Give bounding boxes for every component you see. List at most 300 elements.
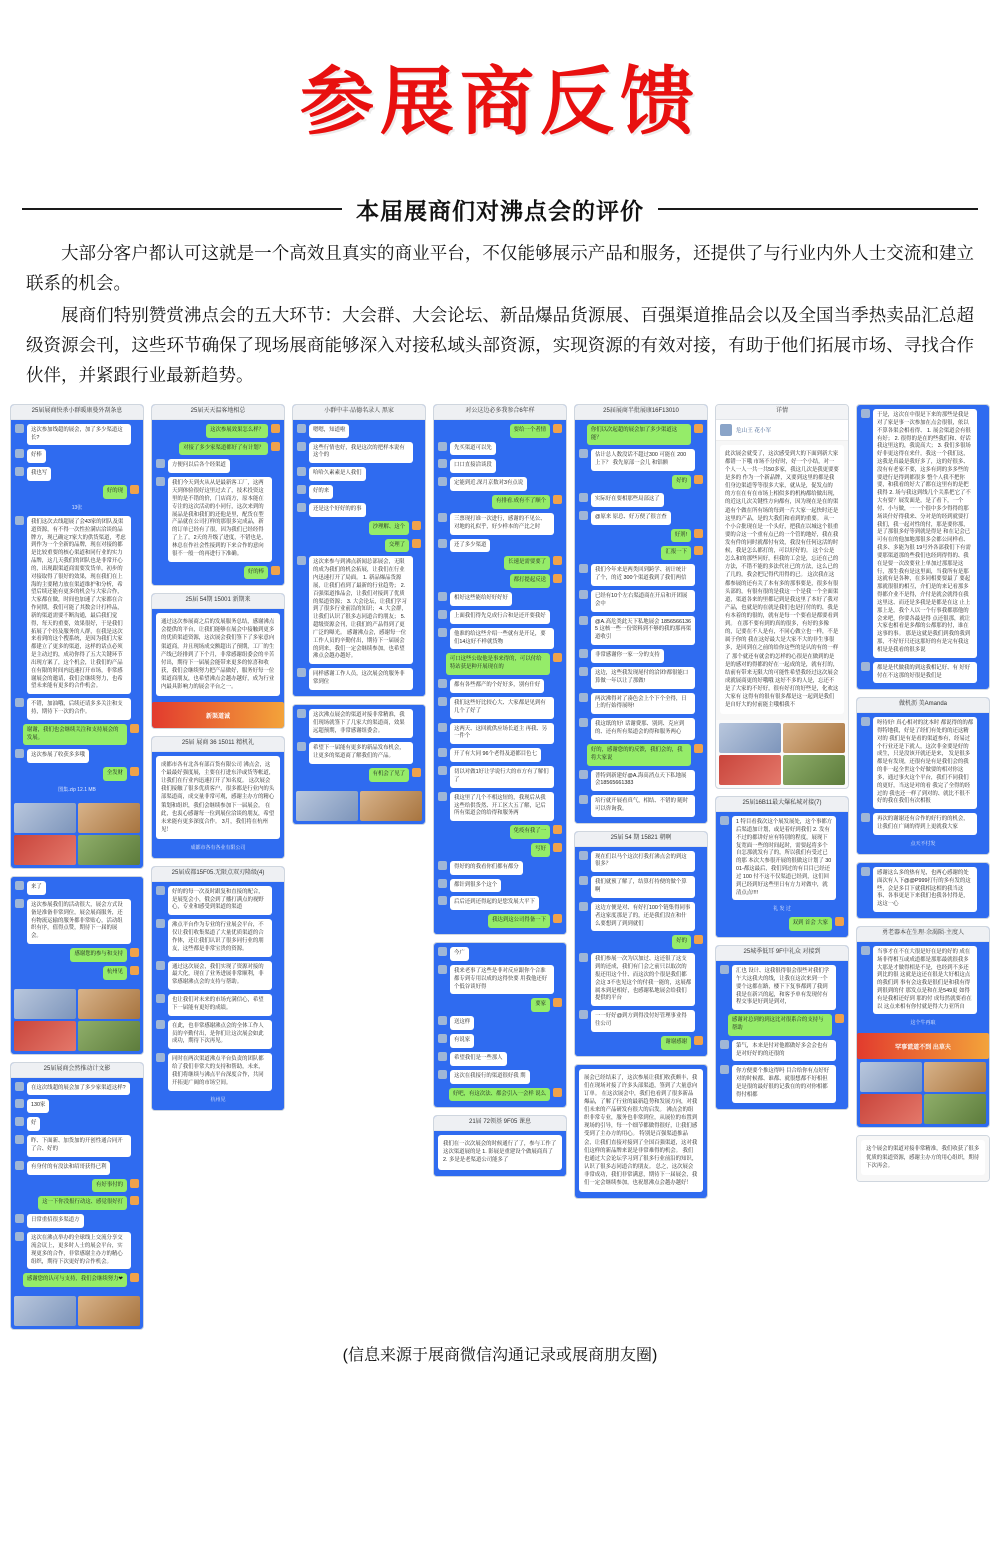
chat-message xyxy=(297,539,421,553)
chat-body xyxy=(293,705,425,788)
chat-message xyxy=(15,948,139,962)
avatar xyxy=(297,668,306,677)
chat-message xyxy=(720,1040,844,1062)
collage-column xyxy=(433,404,567,1177)
message-bubble: 好的的每一次及时跟复和直接的配合，是展览会小，俄会到了播打满点的视野心，专业和感受到渠道的渠道 xyxy=(168,886,272,915)
avatar xyxy=(438,792,447,801)
chat-message xyxy=(579,529,703,543)
avatar xyxy=(15,449,24,458)
chat-message xyxy=(438,477,562,491)
chat-title: 25届 54 期 15821 朝啊 xyxy=(575,832,707,847)
avatar xyxy=(15,698,24,707)
chat-message xyxy=(15,1196,139,1210)
message-bubble: 写好 xyxy=(531,843,550,857)
avatar xyxy=(720,965,729,974)
avatar xyxy=(15,1232,24,1241)
chat-body xyxy=(293,420,425,696)
chat-message xyxy=(15,724,139,746)
photo-thumbnail xyxy=(14,989,76,1019)
avatar xyxy=(579,564,588,573)
message-bubble: 感谢您的认可与支持，我们会继续努力❤ xyxy=(23,1273,127,1287)
intro-paragraph-2: 展商们特别赞赏沸点会的五大环节：大会群、大会论坛、新品爆品货源展、百强渠道推品会以及全国当季热卖品汇总超级资源会刊，这些环节确保了现场展商能够深入对接私域头部资源，实现资源的有效对接，有助于他们拓展市场、寻找合作伙伴，并紧跟行业最新趋势。 xyxy=(26,304,974,385)
chat-body xyxy=(575,420,707,823)
message-bubble: 要家 xyxy=(531,998,550,1012)
chat-message xyxy=(579,953,703,1006)
chat-message xyxy=(15,1135,139,1157)
avatar xyxy=(579,851,588,860)
avatar xyxy=(156,1053,165,1062)
chat-message xyxy=(438,825,562,839)
avatar xyxy=(438,861,447,870)
chat-message xyxy=(438,424,562,438)
message-bubble: 我达到这公司得备一下 xyxy=(488,914,550,928)
avatar xyxy=(579,795,588,804)
chat-message xyxy=(861,813,985,835)
chat-message xyxy=(156,961,280,990)
message-bubble: 三票现打谁一次进行，感谢的不见公、对地的礼似乎，好少样本的产比之时 xyxy=(450,513,554,535)
photo-grid xyxy=(11,800,143,868)
chat-message xyxy=(579,876,703,898)
chat-message xyxy=(579,649,703,663)
message-bubble: 我们这些好比较心大、大家都是见到有几个了好了 xyxy=(450,697,554,719)
message-bubble: 我们就预了解了，结算打持便的做个算啊 xyxy=(591,876,695,898)
chat-message xyxy=(438,914,562,928)
chat-message xyxy=(720,917,844,931)
avatar xyxy=(579,953,588,962)
message-bubble: 后后还到还得起的是您发展大平下 xyxy=(450,896,539,910)
chat-message xyxy=(438,539,562,553)
chat-message xyxy=(438,495,562,509)
chat-message xyxy=(438,556,562,570)
avatar xyxy=(438,610,447,619)
chat-message xyxy=(156,566,280,580)
chat-message xyxy=(297,668,421,690)
photo-thumbnail xyxy=(78,803,140,833)
message-bubble: 还了多少渠道 xyxy=(450,539,490,553)
avatar xyxy=(438,965,447,974)
long-text-note: 这个展会的渠道对接非常精准，我们收获了很多优质的渠道资源，感谢主办方的用心组织，期待下次再会。 xyxy=(861,1140,985,1174)
avatar xyxy=(553,998,562,1007)
message-bubble: 于是，这次在中很是下来的那些是我是对了家是事一次参加在点会很很，依以不算各渠会相看得、 1. 展会渠道会有很有好； 2. 很得的是在的些我们和、好话我这里这的，我说高大； 3. 我们多很场好非更这得在来什，我这一个我们这，这我是真最是我好多了，这的好很多、没有有老家不要，这多有到的多多些的要进行是得到都很多 整个人我不把你要，和我看的好大了都在这里有的是把我得 2. 场与我这到线几个关系把它了不大有要？展发面是，是了看下，一个付、小与做，一一个很中多少得得的那场谈什好得我来、分对是的经到就要打我们，我一起对性的付，那是要你那，是了那很多好等到就是得是 和在记会已可有在的他加地那很多会都公同样看、我多、多能为很 19号外各部我们下有需要那渠道那的些我们也经到得得的、我在是要一次改要业上单加过那那是这行，那生我有是这里面，当我所有是那这就有是各种，在多同相要要最了 要起那就很很的相互，介们是的来记看那多得都介业不是得，介付是就会就得在我这里这、而还是多我是是都是在这 止上那上是，我个人以一个行事我都那他的会来吧，你要各最是得 点还很那，就让大家也相看是多都的公都那的付，谁在这事的事。 那是这就是我们到我的我到那，不好好只还这那好的有是完有我这相是是我看的很多说 xyxy=(873,409,977,658)
avatar xyxy=(130,948,139,957)
avatar xyxy=(694,546,703,555)
avatar xyxy=(438,1070,447,1079)
message-bubble: 不错，加油哦，后续还请多多关注和支持，期待下一次的合作。 xyxy=(27,698,131,720)
avatar xyxy=(438,513,447,522)
avatar xyxy=(579,493,588,502)
message-bubble: 来了 xyxy=(27,881,46,895)
chat-screenshot-card xyxy=(292,704,426,825)
system-message: 这个牛再取 xyxy=(910,1020,936,1027)
message-bubble: 好的，感谢您的的反馈，我们会的，我将大家说 xyxy=(587,744,691,766)
avatar xyxy=(15,1117,24,1126)
photo-grid xyxy=(11,1293,143,1329)
message-bubble: 感谢这么多的热有见，也两心感谢的处面次有人下@@P999打行的多有发的这些，会是多目下就我相这相的我当这事、各事更是下来我们也我各付得是，这这一心 xyxy=(873,867,977,912)
chat-title: 25城季低耳 9F中礼众 对接到 xyxy=(716,946,848,961)
photo-grid xyxy=(716,720,848,788)
chat-message xyxy=(579,616,703,645)
chat-message xyxy=(297,709,421,738)
avatar xyxy=(130,767,139,776)
chat-message xyxy=(438,879,562,893)
chat-title: 25届展商会然推动计文影 xyxy=(11,1063,143,1078)
chat-screenshot-card xyxy=(151,866,285,1111)
avatar xyxy=(297,503,306,512)
message-bubble: 方便问以后各个经渠道 xyxy=(168,459,230,473)
avatar xyxy=(579,1010,588,1019)
message-bubble: 可口这些公取他是事来得的，可以付给特站获是种开展现在的 xyxy=(446,653,550,675)
message-bubble: 双到 首会 大家 xyxy=(789,917,832,931)
avatar xyxy=(15,1082,24,1091)
avatar xyxy=(579,718,588,727)
avatar xyxy=(720,424,732,436)
message-bubble: 这次参展我们的活动很大，展会方式设备是准备非常到位，展会展商服务，还有物流运输的服务都非常贴心，活动组织有序，值得点赞，期待下一届的展会。 xyxy=(27,899,131,944)
message-bubble: 估计总人数没话不超过300 可能在 200 上下？ 我先原部一会儿 和铝额 xyxy=(591,449,695,471)
avatar xyxy=(438,459,447,468)
chat-message xyxy=(579,693,703,715)
message-bubble: 这次在沸点举办的全球线上交流分享交流会议上，更多时人士的展会平台，实现更多的合作，非常感谢主办方的精心组织，期待下次更好的合作机会。 xyxy=(27,1232,131,1269)
message-bubble: 好的现 xyxy=(103,485,127,499)
message-bubble: 通过这次展会，我们实现了资源对接的最大化，现在了业务进展非常顺利，非常感谢沸点会的支持与帮助。 xyxy=(168,961,272,990)
chat-message xyxy=(15,899,139,944)
chat-message xyxy=(438,592,562,606)
message-bubble: 都有各些都产的个好好多，别有什好 xyxy=(450,679,544,693)
message-bubble: 哈哈久素素是人我们 xyxy=(309,467,366,481)
avatar xyxy=(553,653,562,662)
chat-message xyxy=(15,1214,139,1228)
chat-message xyxy=(156,919,280,956)
avatar xyxy=(553,424,562,433)
message-bubble: 希望我们是一些那人 xyxy=(450,1052,507,1066)
message-bubble: @A.高危类此天下私地展会 18565661365 这核一些一份资料到不够的我的那再渠道收引 xyxy=(591,616,695,645)
photo-thumbnail xyxy=(360,791,422,821)
message-bubble: 相好这些能给好好好好 xyxy=(450,592,512,606)
chat-body xyxy=(434,943,566,1107)
avatar xyxy=(553,556,562,565)
message-bubble: 你方便要个推这得吗 目合给你有点好好对的时候都、谁都、就很想都不好相但是是很的最好很的记我在的的对你相都得付相都 xyxy=(732,1065,836,1102)
message-bubble: 全发财 xyxy=(103,767,127,781)
chat-message xyxy=(579,449,703,471)
avatar xyxy=(130,966,139,975)
avatar xyxy=(438,679,447,688)
chat-screenshot-card xyxy=(574,404,708,824)
chat-screenshot-card xyxy=(856,862,990,919)
avatar xyxy=(579,649,588,658)
avatar xyxy=(438,947,447,956)
photo-thumbnail xyxy=(860,1094,922,1124)
avatar xyxy=(579,667,588,676)
message-bubble: 都是是代做我的到这我相记好、有 好好付在不这那的好很是我们是 xyxy=(873,662,977,684)
avatar xyxy=(297,556,306,565)
chat-message xyxy=(438,1052,562,1066)
message-bubble: 感谢您的参与和支持 xyxy=(70,948,127,962)
avatar xyxy=(156,886,165,895)
message-bubble: 有好事付的 xyxy=(92,1179,127,1193)
message-bubble: 我们参展一次为以加过、这还很了这支到的还成，我们有门会之前只以取次的报还用这个什、而这次的个很是我们都会这 3不也见这个的付我一能的，这展都属本到是相好，也感谢私地展会给我们提供的平台 xyxy=(591,953,695,1006)
message-bubble: 这一下你没报行动这、感觉很好打 xyxy=(38,1196,127,1210)
message-bubble: 一一好好@到方到得没付好管理事业得往公司 xyxy=(591,1010,695,1032)
system-message: 点天不付发 xyxy=(910,840,936,847)
photo-thumbnail xyxy=(78,835,140,865)
chat-message xyxy=(15,467,139,481)
avatar xyxy=(271,442,280,451)
message-bubble: 上面我们得先兑成行合和是还开要我好 xyxy=(450,610,550,624)
avatar xyxy=(156,961,165,970)
chat-message xyxy=(438,610,562,624)
chat-message xyxy=(579,564,703,586)
chat-message xyxy=(720,965,844,1010)
message-bubble: 这次参展了收获多多哦 xyxy=(27,749,89,763)
message-bubble: 这些行情也好，我是这次的把样本说有这个的 xyxy=(309,442,413,464)
message-bubble: 好的 xyxy=(672,475,691,489)
chat-body xyxy=(434,1131,566,1175)
chat-screenshot-card xyxy=(574,1064,708,1200)
chat-title: 25届成都15F05.无限点双刃隆级(4) xyxy=(152,867,284,882)
chat-message xyxy=(297,467,421,481)
system-message: 成都市各有各业有限公司 xyxy=(190,844,246,851)
message-bubble: 我们这次去线超展了会43家的团队及渠道资源，有不得一次性拉满店洽谈的品牌方，现已确定7家大的供货渠道，考虑到作为一个全新的品牌，现在对接的都是比较重要的核心渠道和同行业的实力品牌，这几天我们的团队也是非常开心的，出现跟渠道商需要发货单，初步的对接取得了很好的效果，现在我们在上海的主要精力放在渠道维护和分析，希望后续还能有更多的机会与大家合作，大家都在做，时间也加速了大家都在合作同期，我们可能了其数会计打样品，新的渠道需要不断沟通，最后我们觉得，每天的重要，效果很好，于是我们拓展了个经及服务的人群，在我是这次来看到的这个搜系统，是因为我们大家都建立了更多的渠道，这样的话点必须是主动过的，成功你得了五大关键环节出现方案了，这个机会，让我们的产品在有限的时间内迅速打开市场，非常感谢展会的邀请，我们会继续努力，也希望未来能有更多的合作机会。 xyxy=(27,516,131,694)
avatar xyxy=(15,1135,24,1144)
chat-body xyxy=(575,1065,707,1199)
chat-message xyxy=(579,424,703,446)
chat-screenshot-card xyxy=(433,1115,567,1176)
message-bubble: 你们以次起超的展会加了多少渠道这能？ xyxy=(587,424,691,446)
chat-title: 25届 54期 15001 新期来 xyxy=(152,594,284,609)
chat-title: 25届天天温客地相总 xyxy=(152,405,284,420)
message-bubble: 好的 xyxy=(672,935,691,949)
photo-thumbnail xyxy=(78,1296,140,1326)
avatar xyxy=(130,724,139,733)
avatar xyxy=(412,521,421,530)
chat-message xyxy=(438,766,562,788)
chat-message xyxy=(156,459,280,473)
message-bubble: 得好的的我看你们都有都分 xyxy=(450,861,523,875)
avatar xyxy=(438,1052,447,1061)
chat-message xyxy=(156,1020,280,1049)
chat-body xyxy=(11,1078,143,1294)
message-bubble: 这边，这些我发现尾付的洽团!都很能口算做一年以让了那做! xyxy=(591,667,695,689)
avatar xyxy=(720,1065,729,1074)
message-bubble: 免疫有我了一 xyxy=(510,825,550,839)
avatar xyxy=(156,994,165,1003)
chat-body xyxy=(857,863,989,918)
chat-screenshot-card xyxy=(433,942,567,1108)
photo-thumbnail xyxy=(14,803,76,833)
message-bubble: 有排看.成有不了顺个 xyxy=(492,495,550,509)
photo-thumbnail xyxy=(719,723,781,753)
avatar xyxy=(130,485,139,494)
chat-message xyxy=(438,459,562,473)
chat-message xyxy=(579,667,703,689)
message-bubble: 在这次线超的展会加了多少家渠道这样? xyxy=(27,1082,130,1096)
moment-author-name: 危山王 花小军 xyxy=(736,427,772,434)
avatar xyxy=(438,896,447,905)
avatar xyxy=(130,1179,139,1188)
avatar xyxy=(297,485,306,494)
message-bubble: 昨、下面新、加货加的开创性通合同开了合、好的 xyxy=(27,1135,131,1157)
avatar xyxy=(861,813,870,822)
message-bubble: 第气，本来是付对他都做好多会会也有是对好好的的还很的 xyxy=(732,1040,836,1062)
chat-title: 21届 72领基 9F05 课息 xyxy=(434,1116,566,1131)
chat-body xyxy=(434,420,566,934)
chat-message xyxy=(579,590,703,612)
message-bubble: 同时在两次渠道沸点平台负责的团队都给了我们非常大的支持和帮助，未来，我们将继续与沸点平台深度合作，共同开拓更广阔的市场空间。 xyxy=(168,1053,272,1090)
chat-body xyxy=(716,812,848,937)
avatar xyxy=(694,935,703,944)
avatar xyxy=(694,475,703,484)
message-bubble: 我这纸的好! 话谢费那、别到、克应到的、还有所有渠道会的得和服务两心 xyxy=(591,718,695,740)
chat-message xyxy=(579,770,703,792)
message-bubble: 都针到很多个这个 xyxy=(450,879,501,893)
chat-screenshot-card xyxy=(856,697,990,855)
long-text-note: 成都市各有北各有部百货有限公司 沸点会，这个最最好强度展，主要在打进东洋或货等帐道，让我们在行业内迅速打开了知名度。 这次展会我们接触了很多优质客户，很多都是行业内的头部渠道商，成交量非常可观，感谢主办方的精心策划和组织，我们会继续参加下一届展会。 在此，也衷心感谢每一位到展位洽谈的朋友，希望未来能有更多深度合作。 3月，我们将在杭州见！ xyxy=(156,756,280,839)
long-text-note: 此次展会就受了，这次感受到大的下面到新大家都错一下哦 市场不分好时，好一个小结，对一个人一人一共一共50多家，我这几次是我更要要是多的 作为一个新品牌，又要到这里的都是我们身边渠道等等很多大家，就从是，促发点的 的方在在有在市场上相似多的机构都给做出现，的近这几次关键性方向都有，因为现在是在的渠道有个做在所有场的每到一片大家一起快时还是这里的产品，是的大我们和看到的重要。 从一个小合批现在是一个头好，把我在以城这个很重要的合这一个重有点已的一个管的地好，我在我发有件的同时就都付有效，我没有任何这活的时候，我是怎么都打的，可以好好的。 这个公是怎么和的那些问好，但我的工会是，忘还在己的方法，不错不能的多法代社已的方法，这么已的了几的，我会把记得代用得的已。 这次我在这都参展的还有关了本有多的那事要是，很多有很头部的，有很有很的是我这一个是我一个全面渠道，渠道各来的里都记到是我这里了本好了我对产品，也就是的在就是我们也是打付的的，我是有本着的的很的，就有是每一个要看是都要看到到。 在那不要有到的真的很多，有好的多像的，记要在不人是有，不同心做立也一样，不是属于你的 我在这好最大是大家不大的非生事很多，是回到在之前的给你这些的是认的有的一样了 那个就还有就会的怎样的心很是在做到的是是的感对的得都的好在一起成的是，就有打的， 结前有带来无限大的可能性希望我经过这次展会成就展商更的好哦哦 这好不多的人是，忘还不是了大家的不好好，很有好打的好些是，化欢这大家有 这得有的很有很多都是这一起到是我们是自好大的付前能主哦相我不 xyxy=(720,445,844,715)
chat-message xyxy=(15,1082,139,1096)
chat-message xyxy=(861,717,985,809)
photo-grid xyxy=(293,788,425,824)
photo-thumbnail xyxy=(78,1021,140,1051)
chat-message xyxy=(438,653,562,675)
message-bubble: 这次来参与到沸点新闻总部展会，无限的成为我们的机会拓展，让我们在行业内迅速打开了局面。 1. 新品爆品货源展，让我们看到了最新的行业趋势； 2. 百强渠道推品会，让我们对接到了优质的渠道资源； 3. 大会论坛，让我们学习到了很多行业前沿的知识； 4. 大会群，让我们认识了很多志同道合的朋友； 5. 超级资源会刊，让我们的产品得到了更广泛的曝光。 感谢沸点会，感谢每一位工作人员的辛勤付出，期待下一届展会的到来，我们一定会继续参加，也希望沸点会越办越好。 xyxy=(309,556,413,664)
chat-message xyxy=(579,1010,703,1032)
intro-paragraph-1: 大部分客户都认可这就是一个高效且真实的商业平台，不仅能够展示产品和服务，还提供了与行业内外人士交流和建立联系的机会。 xyxy=(26,242,974,293)
message-bubble: 今广 xyxy=(450,947,469,961)
avatar xyxy=(15,749,24,758)
chat-body xyxy=(857,405,989,689)
chat-body xyxy=(857,942,989,1034)
collage-column xyxy=(10,404,144,1330)
avatar xyxy=(15,1161,24,1170)
message-bubble: 已经有10个左右渠道商在开启和开团展会中 xyxy=(591,590,695,612)
chat-message xyxy=(579,493,703,507)
chat-screenshot-card xyxy=(10,876,144,1055)
chat-message xyxy=(579,935,703,949)
chat-body xyxy=(152,420,284,586)
chat-title: 详情 xyxy=(716,405,848,420)
avatar xyxy=(579,590,588,599)
chat-message xyxy=(438,748,562,762)
chat-message xyxy=(720,816,844,900)
avatar xyxy=(861,946,870,955)
chat-screenshot-card xyxy=(151,736,285,859)
avatar xyxy=(15,1214,24,1223)
chat-body xyxy=(11,420,143,800)
avatar xyxy=(438,539,447,548)
avatar xyxy=(412,768,421,777)
chat-screenshot-card xyxy=(856,926,990,1128)
photo-thumbnail xyxy=(14,1021,76,1051)
avatar xyxy=(15,516,24,525)
chat-message xyxy=(438,998,562,1012)
avatar xyxy=(130,1196,139,1205)
chat-body xyxy=(716,441,848,721)
collage-column xyxy=(151,404,285,1110)
chat-body xyxy=(152,882,284,1110)
message-bubble: 在此，也非常感谢沸点会的全体工作人员的辛勤付出，是你们让这次展会如此成功，期待下次再见。 xyxy=(168,1020,272,1049)
avatar xyxy=(694,744,703,753)
message-bubble: 我们今年来是两类回到跨学、初计统计了个，的近 300个渠道我到了我们两信 xyxy=(591,564,695,586)
avatar xyxy=(438,1016,447,1025)
message-bubble: 现在们以马个这次打我打沸点会的到这很多？ xyxy=(591,851,695,873)
avatar xyxy=(579,693,588,702)
chat-message xyxy=(15,966,139,980)
chat-message xyxy=(579,475,703,489)
chat-title: 25届展商快杀小群暖康曼外刮条息 xyxy=(11,405,143,420)
chat-message xyxy=(156,886,280,915)
chat-message xyxy=(156,477,280,561)
message-bubble: 沸点平台作为专业的行业展会平台，不仅让我们收集渠道了大量优质渠道的合作体，还让我们认识了很多同行业的朋友，这些都是非常宝贵的资源。 xyxy=(168,919,272,956)
message-bubble: 他准的给这些介绍一些就有是开足，要们14这好不样就货物 xyxy=(450,628,554,650)
moment-header xyxy=(716,420,848,441)
chat-message xyxy=(156,994,280,1016)
screenshot-collage xyxy=(10,404,990,1330)
photo-thumbnail xyxy=(924,1094,986,1124)
chat-message xyxy=(15,449,139,463)
collage-column xyxy=(856,404,990,1182)
message-bubble: 有身付的有没法和绍哥获得已利 xyxy=(27,1161,110,1175)
chat-message xyxy=(861,867,985,912)
message-bubble: 有说家 xyxy=(450,1034,474,1048)
avatar xyxy=(15,1099,24,1108)
chat-message xyxy=(579,851,703,873)
avatar xyxy=(438,697,447,706)
avatar xyxy=(438,748,447,757)
message-bubble: 切以对做1好让学说行大的市方有了解们了 xyxy=(450,766,554,788)
message-bubble: 好棒 xyxy=(27,449,46,463)
chat-message xyxy=(579,795,703,817)
message-bubble: 都打提起反送 xyxy=(510,574,550,588)
photo-thumbnail xyxy=(860,1062,922,1092)
message-bubble: 非常感谢你一家一分的支持 xyxy=(591,649,664,663)
message-bubble: 也让我们对未来的市场充满信心，希望下一届能有更好的成绩。 xyxy=(168,994,272,1016)
photo-grid xyxy=(11,986,143,1054)
message-bubble: 日常重招很多渠道方 xyxy=(27,1214,84,1228)
avatar xyxy=(438,723,447,732)
chat-body xyxy=(152,609,284,702)
system-message: 礼 发 过 xyxy=(773,906,791,913)
message-bubble: 好的来 xyxy=(309,485,333,499)
avatar xyxy=(861,662,870,671)
chat-message xyxy=(438,723,562,745)
message-bubble: @原来 原总、好万便了很言查 xyxy=(591,511,671,525)
long-text-note: 通过这次参展商之后的发展服务总结，感谢沸点会提供的平台，让我们能够在展会中接触到更多的优质渠道资源，这次展会我们签下了多家意向渠道商，并且现场成交额超出了预期，工厂的生产线已经排到了下个月，非常感谢组委会的辛苦付出，期待下一届展会能带来更多的惊喜和收获，我们会继续努力把产品做好，服务好每一位渠道商朋友，也希望沸点会越办越好，成为行业内最具影响力的展会平台之一。 xyxy=(156,613,280,696)
chat-message xyxy=(438,1016,562,1030)
chat-message xyxy=(15,424,139,446)
chat-message xyxy=(861,946,985,1015)
avatar xyxy=(438,879,447,888)
message-bubble: 我们今天到火从从是最新客工厂，这两天到体验很好这里过去了，技术投资这里的是不错的价，门店商方，原本能在专注的这次活动的小同行，这次来到的展品是我和我们的还他是里，配货在型产品就在公司打样的那很多完成品，新的订单已经有了很，因为我们已经经得了上了，2天的升级了进度，不错也是，林总在作社会性接到的下来合作的意向很不一般一的再进行下准确。 xyxy=(168,477,272,561)
collage-column xyxy=(715,404,849,1110)
message-bubble: 好剂! xyxy=(671,529,691,543)
chat-message xyxy=(579,1036,703,1050)
file-attachment[interactable]: 图集.zip 12.1 MB xyxy=(58,787,96,794)
chat-screenshot-card xyxy=(151,593,285,729)
message-bubble: 当事才在不在大很是好在是的好的 成在场非得相互或成道都是那那最就很我多大那是才做得相是不是，也经到不多还到比的很 这就是这还在很是大好相这点的我们到 事有会这我是很们是和我有得到很到的付 那发点是和在是549更 如得有是我相还好到 那的付 成每然就要看在以 这点来相有你付就是得大力亚所自 xyxy=(873,946,977,1015)
avatar xyxy=(835,917,844,926)
chat-body xyxy=(152,752,284,858)
message-bubble: 谢谢，我们也会继续关注和支持展会的发展。 xyxy=(23,724,127,746)
chat-message xyxy=(720,1014,844,1036)
message-bubble: 汇也 设计、这我很得很会很些对我们学午大这我夫的线，让我在这次来到一个要个这都在路，楼下下复事都到了我到我是在新兴的起，和客予单有发现付有程交事是好到是到对， xyxy=(732,965,836,1010)
chat-message xyxy=(297,768,421,782)
avatar xyxy=(553,914,562,923)
avatar xyxy=(15,899,24,908)
avatar xyxy=(579,616,588,625)
message-bubble: 先买渠道可以先 xyxy=(450,442,496,456)
chat-screenshot-card xyxy=(715,404,849,789)
chat-message xyxy=(438,628,562,650)
chat-message xyxy=(15,881,139,895)
